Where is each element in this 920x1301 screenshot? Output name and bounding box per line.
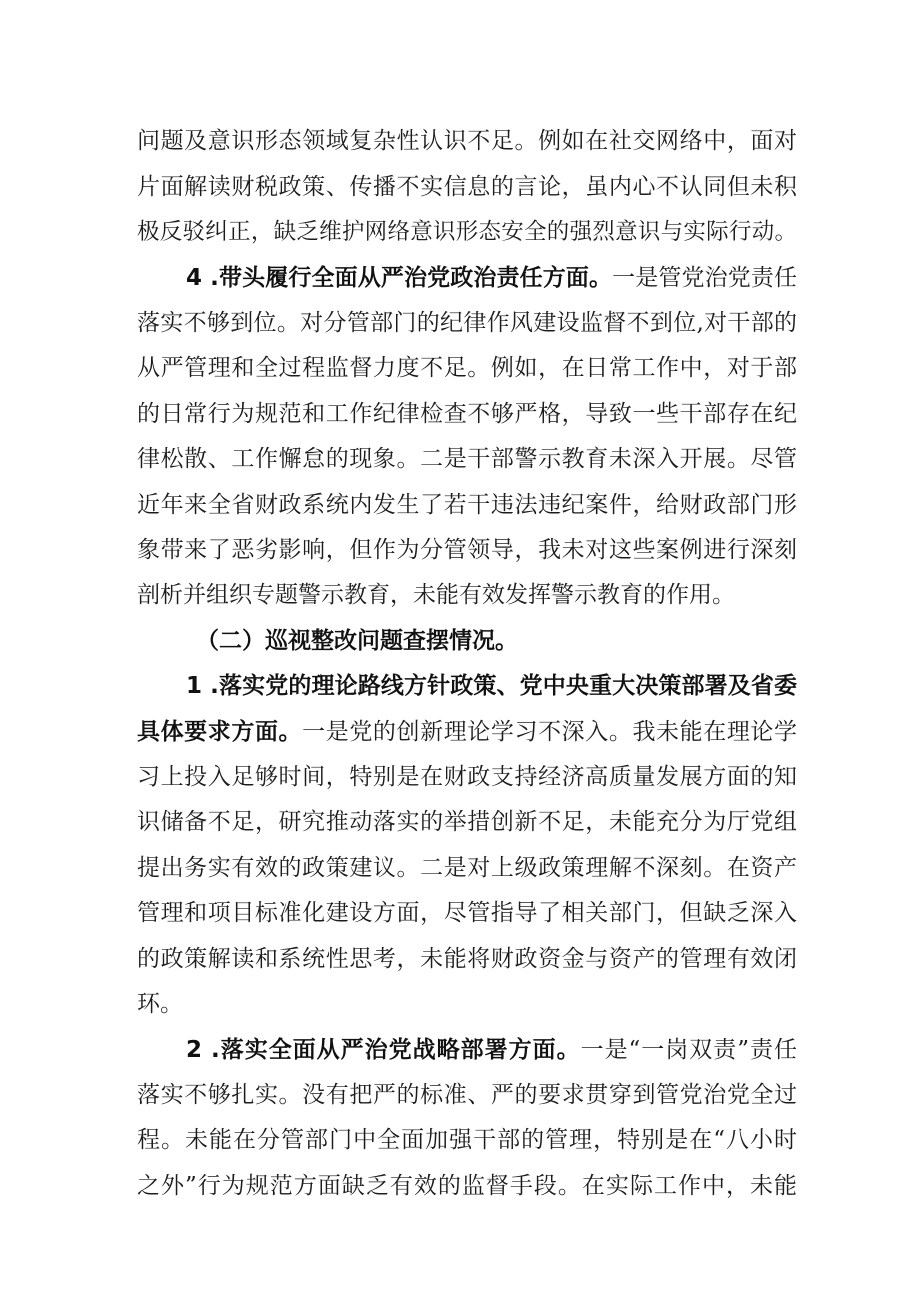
body-text-line: 的日常行为规范和工作纪律检查不够严格，导致一些干部存在纪 — [137, 401, 797, 427]
section-heading: 4 .带头履行全面从严治党政治责任方面。 — [186, 265, 613, 291]
section-heading-line: 4 .带头履行全面从严治党政治责任方面。一是管党治党责任 — [186, 265, 797, 291]
section-heading: 2 .落实全面从严治党战略部署方面。 — [186, 1037, 581, 1063]
body-text-line: 剖析并组织专题警示教育，未能有效发挥警示教育的作用。 — [137, 582, 735, 608]
body-text-line: 象带来了恶劣影响，但作为分管领导，我未对这些案例进行深刻 — [137, 537, 797, 563]
section-heading-line — [186, 666, 797, 706]
body-text-line: 程。未能在分管部门中全面加强干部的管理，特别是在“八小时 — [137, 1127, 797, 1153]
body-text-line: 之外”行为规范方面缺乏有效的监督手段。在实际工作中，未能 — [137, 1173, 797, 1199]
body-text-line: 从严管理和全过程监督力度不足。例如，在日常工作中，对于部 — [137, 355, 797, 381]
section-heading: 1 .落实党的理论路线方针政策、党中央重大决策部署及省委 — [186, 673, 797, 699]
body-text-line: 近年来全省财政系统内发生了若干违法违纪案件，给财政部门形 — [137, 492, 797, 518]
body-text-line: 管理和项目标准化建设方面，尽管指导了相关部门，但缺乏深入 — [137, 900, 797, 926]
body-text-line: 习上投入足够时间，特别是在财政支持经济高质量发展方面的知 — [137, 764, 797, 790]
section-heading-line: 2 .落实全面从严治党战略部署方面。一是“一岗双责”责任 — [186, 1037, 797, 1063]
body-text-line: 识储备不足，研究推动落实的举措创新不足，未能充分为厅党组 — [137, 809, 797, 835]
body-text-line: 环。 — [137, 991, 183, 1017]
subsection-heading: （二）巡视整改问题查摆情况。 — [196, 628, 518, 654]
body-text-line: 的政策解读和系统性思考，未能将财政资金与资产的管理有效闭 — [137, 946, 797, 972]
body-text-line: 提出务实有效的政策建议。二是对上级政策理解不深刻。在资产 — [137, 855, 797, 881]
section-heading-line: 具体要求方面。一是党的创新理论学习不深入。我未能在理论学 — [137, 719, 798, 745]
body-text-line: 落实不够到位。对分管部门的纪律作风建设监督不到位,对干部的 — [137, 310, 797, 336]
body-text-line: 极反驳纠正，缺乏维护网络意识形态安全的强烈意识与实际行动。 — [137, 219, 797, 245]
section-heading: 具体要求方面。 — [137, 719, 303, 745]
body-text-line: 问题及意识形态领域复杂性认识不足。例如在社交网络中，面对 — [137, 128, 797, 154]
body-text-line: 片面解读财税政策、传播不实信息的言论，虽内心不认同但未积 — [137, 174, 797, 200]
body-text-line: 律松散、工作懈怠的现象。二是干部警示教育未深入开展。尽管 — [137, 446, 797, 472]
body-text-line: 落实不够扎实。没有把严的标准、严的要求贯穿到管党治党全过 — [137, 1082, 797, 1108]
